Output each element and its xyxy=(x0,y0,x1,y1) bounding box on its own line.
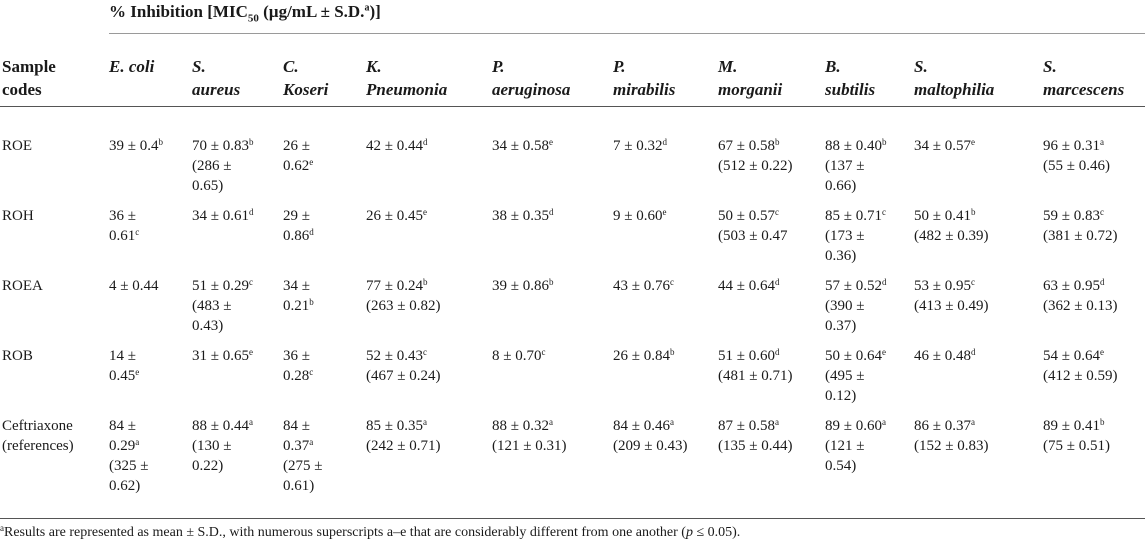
row-label: ROE xyxy=(2,138,32,154)
cell-superscript: e xyxy=(881,347,886,357)
cell-value: 51 ± 0.60 xyxy=(718,348,775,364)
table-cell xyxy=(718,346,792,386)
table-cell xyxy=(1043,206,1117,246)
cell-value: 14 ± 0.45 xyxy=(109,348,136,384)
table-cell xyxy=(613,346,674,366)
table-cell xyxy=(718,136,792,176)
cell-superscript: c xyxy=(1099,207,1104,217)
cell-value: 88 ± 0.40 xyxy=(825,138,882,154)
cell-mic: (130 ± 0.22) xyxy=(192,438,232,474)
table-cell xyxy=(283,136,313,176)
column-header: M. morganii xyxy=(718,57,783,99)
table-cell xyxy=(366,276,440,316)
row-label: ROEA xyxy=(2,278,43,294)
table-cell xyxy=(1043,346,1117,386)
cell-value: 42 ± 0.44 xyxy=(366,138,423,154)
table-cell xyxy=(283,416,322,496)
table-cell xyxy=(718,276,779,296)
cell-value: 52 ± 0.43 xyxy=(366,348,423,364)
cell-value: 84 ± 0.46 xyxy=(613,418,670,434)
footnote-text-end: ≤ 0.05). xyxy=(692,525,741,540)
cell-value: 89 ± 0.60 xyxy=(825,418,882,434)
cell-superscript: e xyxy=(135,367,140,377)
cell-mic: (173 ± 0.36) xyxy=(825,228,865,264)
table-cell xyxy=(613,276,674,296)
cell-value: 50 ± 0.57 xyxy=(718,208,775,224)
cell-value: 50 ± 0.64 xyxy=(825,348,882,364)
column-header: P. mirabilis xyxy=(613,57,676,99)
cell-value: 50 ± 0.41 xyxy=(914,208,971,224)
table-bottom-rule xyxy=(0,518,1145,519)
cell-value: 63 ± 0.95 xyxy=(1043,278,1100,294)
cell-mic: (325 ± 0.62) xyxy=(109,458,149,494)
table-cell xyxy=(492,136,553,156)
cell-value: 8 ± 0.70 xyxy=(492,348,542,364)
table-cell xyxy=(914,136,975,156)
title-close: )] xyxy=(369,2,381,21)
cell-superscript: e xyxy=(422,207,427,217)
table-cell xyxy=(914,206,988,246)
column-header: E. coli xyxy=(109,57,155,76)
table-cell xyxy=(492,416,566,456)
cell-superscript: b xyxy=(669,347,675,357)
table-cell xyxy=(613,206,666,226)
cell-value: 84 ± 0.29 xyxy=(109,418,136,454)
cell-value: 89 ± 0.41 xyxy=(1043,418,1100,434)
table-cell xyxy=(1043,136,1110,176)
cell-mic: (481 ± 0.71) xyxy=(718,368,793,384)
table-cell xyxy=(825,416,886,476)
table-cell xyxy=(109,206,139,246)
cell-superscript: b xyxy=(422,277,428,287)
table-cell xyxy=(366,206,427,226)
table-cell xyxy=(192,206,253,226)
cell-value: 85 ± 0.71 xyxy=(825,208,882,224)
cell-superscript: c xyxy=(541,347,546,357)
cell-superscript: c xyxy=(309,367,314,377)
column-header: P. aeruginosa xyxy=(492,57,571,99)
cell-value: 26 ± 0.62 xyxy=(283,138,310,174)
cell-mic: (209 ± 0.43) xyxy=(613,438,688,454)
cell-superscript: a xyxy=(548,417,553,427)
cell-value: 34 ± 0.61 xyxy=(192,208,249,224)
cell-value: 59 ± 0.83 xyxy=(1043,208,1100,224)
table-cell xyxy=(825,346,886,406)
cell-superscript: e xyxy=(662,207,667,217)
cell-mic: (412 ± 0.59) xyxy=(1043,368,1118,384)
table-cell xyxy=(366,136,427,156)
column-header: S. maltophilia xyxy=(914,57,995,99)
title-subscript: 50 xyxy=(247,12,259,25)
cell-superscript: b xyxy=(248,137,254,147)
cell-value: 34 ± 0.57 xyxy=(914,138,971,154)
cell-value: 9 ± 0.60 xyxy=(613,208,663,224)
cell-superscript: b xyxy=(970,207,976,217)
cell-value: 38 ± 0.35 xyxy=(492,208,549,224)
column-header: C. Koseri xyxy=(283,57,329,99)
table-cell xyxy=(492,206,553,226)
table-cell xyxy=(192,346,253,366)
cell-superscript: d xyxy=(774,277,780,287)
cell-value: 88 ± 0.44 xyxy=(192,418,249,434)
cell-value: 44 ± 0.64 xyxy=(718,278,775,294)
cell-superscript: b xyxy=(309,297,314,307)
table-cell xyxy=(192,276,253,336)
cell-mic: (495 ± 0.12) xyxy=(825,368,865,404)
cell-value: 34 ± 0.58 xyxy=(492,138,549,154)
cell-value: 67 ± 0.58 xyxy=(718,138,775,154)
cell-value: 86 ± 0.37 xyxy=(914,418,971,434)
footnote-p: p xyxy=(685,525,693,540)
table-cell xyxy=(366,346,440,386)
column-header: S. aureus xyxy=(192,57,241,99)
table-cell xyxy=(914,346,975,366)
cell-superscript: d xyxy=(548,207,554,217)
cell-superscript: c xyxy=(422,347,427,357)
row-label: ROB xyxy=(2,348,33,364)
table-cell xyxy=(192,416,253,476)
cell-mic: (362 ± 0.13) xyxy=(1043,298,1118,314)
cell-mic: (55 ± 0.46) xyxy=(1043,158,1110,174)
footnote-marker: a xyxy=(0,523,4,533)
cell-mic: (413 ± 0.49) xyxy=(914,298,989,314)
cell-superscript: a xyxy=(135,437,140,447)
cell-mic: (512 ± 0.22) xyxy=(718,158,793,174)
cell-superscript: a xyxy=(309,437,314,447)
cell-mic: (482 ± 0.39) xyxy=(914,228,989,244)
header-divider xyxy=(0,106,1145,107)
table-cell xyxy=(718,206,787,246)
cell-superscript: b xyxy=(881,137,887,147)
table-cell xyxy=(283,276,314,316)
cell-value: 26 ± 0.84 xyxy=(613,348,670,364)
footnote-text: Results are represented as mean ± S.D., with numerous superscripts a–e that are considerably different from one another ( xyxy=(4,525,686,540)
table-cell xyxy=(914,276,988,316)
cell-value: 39 ± 0.4 xyxy=(109,138,159,154)
cell-value: 54 ± 0.64 xyxy=(1043,348,1100,364)
row-label: Ceftriaxone (references) xyxy=(2,418,74,454)
cell-superscript: e xyxy=(970,137,975,147)
cell-mic: (75 ± 0.51) xyxy=(1043,438,1110,454)
cell-superscript: e xyxy=(548,137,553,147)
cell-mic: (381 ± 0.72) xyxy=(1043,228,1118,244)
cell-value: 88 ± 0.32 xyxy=(492,418,549,434)
cell-superscript: a xyxy=(1099,137,1104,147)
cell-superscript: c xyxy=(774,207,779,217)
cell-mic: (275 ± 0.61) xyxy=(283,458,323,494)
cell-superscript: e xyxy=(309,157,314,167)
cell-mic: (137 ± 0.66) xyxy=(825,158,865,194)
cell-mic: (467 ± 0.24) xyxy=(366,368,441,384)
cell-value: 4 ± 0.44 xyxy=(109,278,159,294)
cell-superscript: b xyxy=(1099,417,1105,427)
column-header: S. marcescens xyxy=(1043,57,1125,99)
row-label: ROH xyxy=(2,208,34,224)
cell-value: 84 ± 0.37 xyxy=(283,418,310,454)
cell-mic: (242 ± 0.71) xyxy=(366,438,441,454)
cell-superscript: d xyxy=(881,277,887,287)
cell-superscript: d xyxy=(248,207,254,217)
cell-superscript: a xyxy=(669,417,674,427)
cell-value: 26 ± 0.45 xyxy=(366,208,423,224)
cell-mic: (135 ± 0.44) xyxy=(718,438,793,454)
cell-superscript: e xyxy=(1099,347,1104,357)
table-cell xyxy=(825,206,886,266)
table-cell xyxy=(109,416,148,496)
table-cell xyxy=(109,276,158,296)
cell-superscript: a xyxy=(881,417,886,427)
title-prefix: % Inhibition [MIC xyxy=(109,2,248,21)
cell-mic: (286 ± 0.65) xyxy=(192,158,232,194)
cell-superscript: d xyxy=(309,227,314,237)
column-header: K. Pneumonia xyxy=(366,57,448,99)
table-cell xyxy=(1043,276,1117,316)
cell-superscript: a xyxy=(774,417,779,427)
table-cell xyxy=(718,416,792,456)
cell-superscript: d xyxy=(774,347,780,357)
cell-superscript: a xyxy=(422,417,427,427)
cell-value: 36 ± 0.28 xyxy=(283,348,310,384)
header-rule xyxy=(109,33,1145,34)
cell-value: 39 ± 0.86 xyxy=(492,278,549,294)
table-cell xyxy=(283,346,313,386)
cell-value: 85 ± 0.35 xyxy=(366,418,423,434)
table-cell xyxy=(492,346,545,366)
table-cell xyxy=(613,416,687,456)
cell-value: 36 ± 0.61 xyxy=(109,208,136,244)
title-superscript: a xyxy=(364,2,370,14)
cell-superscript: e xyxy=(248,347,253,357)
cell-mic: (263 ± 0.82) xyxy=(366,298,441,314)
table-cell xyxy=(492,276,553,296)
cell-mic: (121 ± 0.54) xyxy=(825,438,865,474)
table-cell xyxy=(109,346,139,386)
title-suffix: (µg/mL ± S.D. xyxy=(258,2,365,21)
cell-mic: (503 ± 0.47 xyxy=(718,228,788,244)
table-cell xyxy=(825,136,886,196)
cell-value: 77 ± 0.24 xyxy=(366,278,423,294)
cell-superscript: c xyxy=(881,207,886,217)
cell-superscript: c xyxy=(135,227,140,237)
cell-value: 57 ± 0.52 xyxy=(825,278,882,294)
table-cell xyxy=(1043,416,1110,456)
cell-value: 43 ± 0.76 xyxy=(613,278,670,294)
cell-superscript: d xyxy=(1099,277,1105,287)
table-cell xyxy=(825,276,886,336)
cell-mic: (483 ± 0.43) xyxy=(192,298,232,334)
cell-value: 53 ± 0.95 xyxy=(914,278,971,294)
cell-value: 31 ± 0.65 xyxy=(192,348,249,364)
cell-superscript: c xyxy=(248,277,253,287)
cell-superscript: a xyxy=(970,417,975,427)
cell-superscript: b xyxy=(774,137,780,147)
table-cell xyxy=(366,416,440,456)
cell-superscript: a xyxy=(248,417,253,427)
table-cell xyxy=(613,136,667,156)
cell-superscript: c xyxy=(669,277,674,287)
cell-mic: (121 ± 0.31) xyxy=(492,438,567,454)
table-cell xyxy=(109,136,163,156)
cell-value: 70 ± 0.83 xyxy=(192,138,249,154)
cell-mic: (390 ± 0.37) xyxy=(825,298,865,334)
cell-value: 96 ± 0.31 xyxy=(1043,138,1100,154)
cell-superscript: d xyxy=(970,347,976,357)
cell-superscript: b xyxy=(158,137,163,147)
table-title xyxy=(109,2,381,24)
table-cell xyxy=(914,416,988,456)
row-header: Sample codes xyxy=(2,57,56,99)
cell-superscript: b xyxy=(548,277,554,287)
cell-mic: (152 ± 0.83) xyxy=(914,438,989,454)
table-cell xyxy=(283,206,314,246)
table-footnote xyxy=(0,525,740,541)
cell-superscript: c xyxy=(970,277,975,287)
cell-value: 29 ± 0.86 xyxy=(283,208,310,244)
column-header: B. subtilis xyxy=(825,57,876,99)
cell-superscript: d xyxy=(662,137,667,147)
cell-value: 34 ± 0.21 xyxy=(283,278,310,314)
cell-value: 46 ± 0.48 xyxy=(914,348,971,364)
cell-superscript: d xyxy=(422,137,428,147)
table-cell xyxy=(192,136,253,196)
cell-value: 87 ± 0.58 xyxy=(718,418,775,434)
cell-value: 7 ± 0.32 xyxy=(613,138,663,154)
cell-value: 51 ± 0.29 xyxy=(192,278,249,294)
